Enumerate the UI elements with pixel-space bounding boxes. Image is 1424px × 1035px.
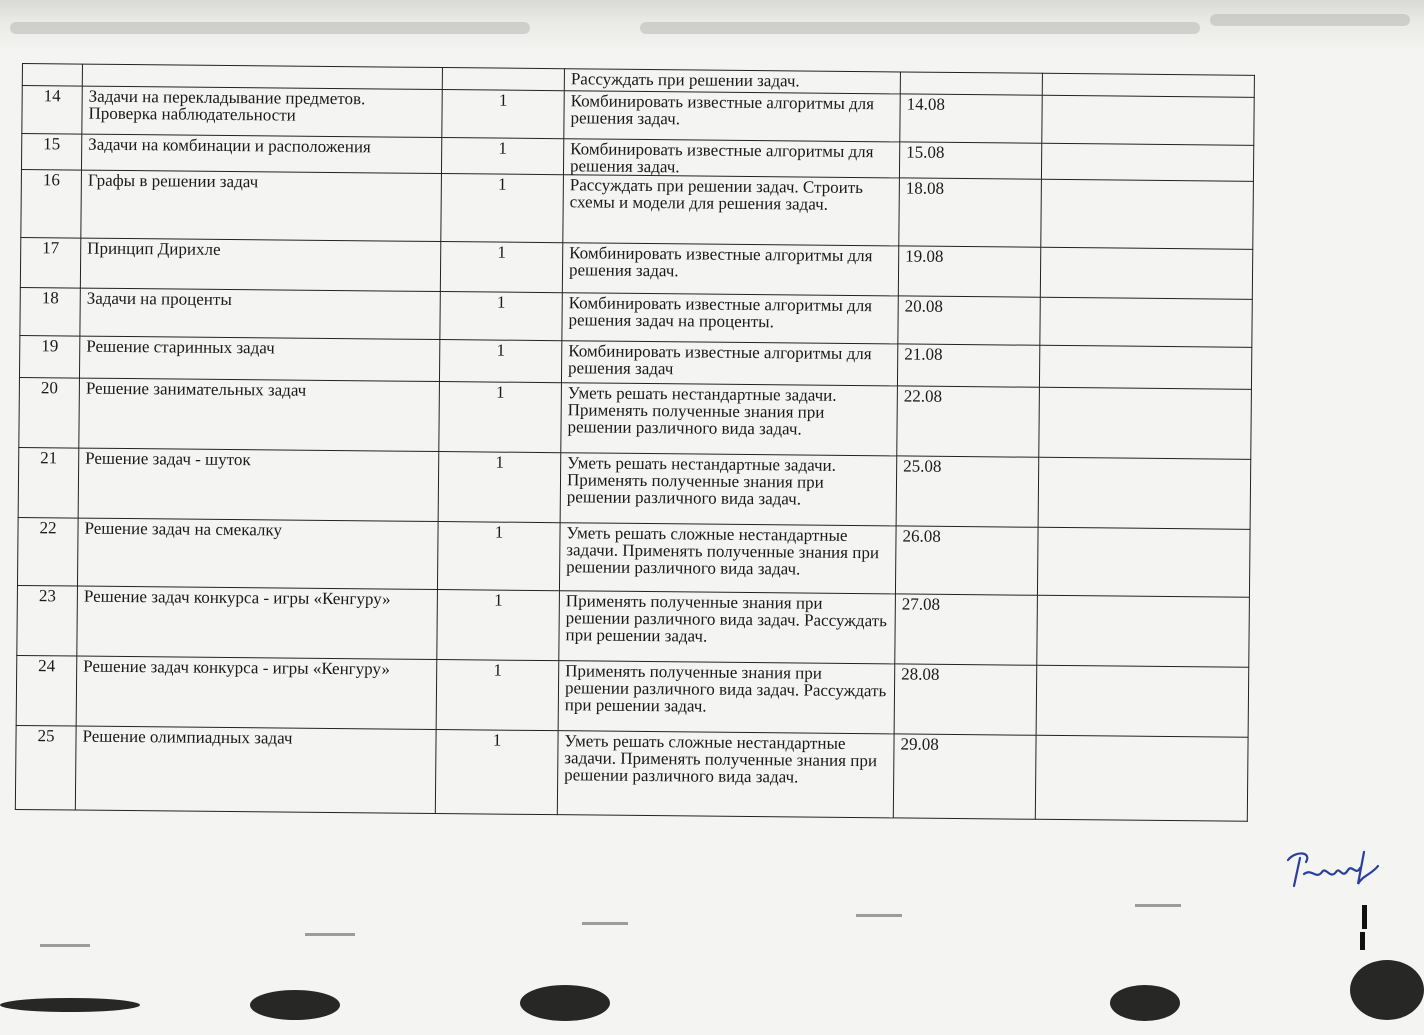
num-cell: 16: [21, 169, 82, 238]
notes-cell: [1038, 457, 1251, 529]
table-row: [17, 517, 1250, 597]
hours-cell: 1: [437, 590, 560, 661]
topic-cell: Решение задач конкурса - игры «Кенгуру»: [77, 586, 438, 659]
notes-cell: [1042, 95, 1254, 145]
topic-cell: Решение задач на смекалку: [77, 518, 438, 589]
num-cell: 19: [19, 335, 79, 378]
hours-cell: 1: [436, 660, 559, 731]
activity-cell: Применять полученные знания при решении различного вида задач. Рассуждать при решении задач.: [559, 591, 896, 664]
num-cell: 24: [16, 655, 77, 726]
hours-cell: 1: [441, 174, 564, 243]
date-cell: 20.08: [898, 296, 1040, 345]
notes-cell: [1039, 387, 1252, 459]
num-cell: 25: [15, 725, 76, 810]
num-cell: 14: [22, 86, 82, 135]
topic-cell: Решение старинных задач: [79, 336, 439, 381]
notes-cell: [1036, 665, 1249, 737]
date-cell: 14.08: [900, 94, 1042, 143]
topic-cell: Решение олимпиадных задач: [75, 726, 436, 813]
date-cell: 19.08: [898, 246, 1040, 297]
activity-cell: Рассуждать при решении задач.: [564, 69, 900, 94]
hours-cell: 1: [438, 452, 561, 523]
date-cell: 27.08: [895, 594, 1038, 665]
activity-cell: Рассуждать при решении задач. Строить схемы и модели для решения задач.: [563, 175, 900, 246]
scan-dust: [40, 944, 90, 947]
ink-blot: [0, 998, 140, 1012]
scan-dust: [582, 922, 628, 925]
activity-cell: Уметь решать нестандартные задачи. Применять полученные знания при решении различного вида задач.: [560, 453, 897, 526]
ink-blot: [520, 985, 610, 1021]
date-cell: 26.08: [895, 526, 1038, 595]
scan-smear: [10, 22, 530, 34]
hours-cell: [442, 68, 564, 91]
hours-cell: 1: [441, 138, 563, 175]
scan-mark: [1362, 905, 1367, 929]
activity-cell: Применять полученные знания при решении различного вида задач. Рассуждать при решении задач.: [558, 661, 895, 734]
activity-cell: Уметь решать сложные нестандартные задачи. Применять полученные знания при решении различного вида задач.: [559, 523, 896, 594]
num-cell: 22: [17, 517, 78, 586]
num-cell: 21: [18, 447, 79, 518]
topic-cell: Решение задач конкурса - игры «Кенгуру»: [76, 656, 437, 729]
scan-dust: [856, 914, 902, 917]
scan-dust: [305, 933, 355, 936]
scan-dust: [1135, 904, 1181, 907]
num-cell: 18: [20, 287, 80, 336]
hours-cell: 1: [442, 90, 564, 139]
notes-cell: [1042, 73, 1254, 97]
activity-cell: Комбинировать известные алгоритмы для решения задач: [561, 341, 897, 386]
table-row: [19, 377, 1252, 459]
num-cell: 20: [19, 377, 80, 448]
topic-cell: Решение занимательных задач: [79, 378, 440, 451]
notes-cell: [1039, 345, 1251, 389]
scan-top-shadow: [0, 0, 1424, 52]
topic-cell: Графы в решении задач: [81, 170, 442, 241]
notes-cell: [1040, 297, 1252, 347]
activity-cell: Комбинировать известные алгоритмы для решения задач.: [563, 139, 899, 178]
scan-mark: [1360, 932, 1365, 950]
activity-cell: Комбинировать известные алгоритмы для решения задач.: [564, 91, 900, 142]
ink-blot: [1110, 985, 1180, 1021]
topic-cell: Решение задач - шуток: [78, 448, 439, 521]
table-row: [17, 585, 1250, 667]
date-cell: 28.08: [894, 664, 1037, 735]
activity-cell: Комбинировать известные алгоритмы для решения задач.: [562, 243, 898, 296]
date-cell: 21.08: [897, 344, 1039, 387]
table-row: [16, 655, 1249, 737]
lesson-plan-table: [15, 63, 1255, 822]
date-cell: 29.08: [893, 734, 1036, 819]
ink-blot: [1350, 960, 1424, 1020]
notes-cell: [1040, 247, 1252, 299]
table-row: [18, 447, 1251, 529]
signature: [1282, 846, 1382, 896]
scan-smear: [1210, 14, 1410, 26]
topic-cell: Задачи на проценты: [80, 288, 440, 339]
hours-cell: 1: [437, 522, 560, 591]
activity-cell: Уметь решать сложные нестандартные задачи. Применять полученные знания при решении различного вида задач.: [557, 731, 894, 818]
date-cell: 18.08: [899, 178, 1042, 247]
date-cell: 15.08: [899, 142, 1041, 179]
hours-cell: 1: [439, 340, 561, 383]
activity-cell: Комбинировать известные алгоритмы для решения задач на проценты.: [562, 293, 898, 344]
hours-cell: 1: [440, 242, 562, 293]
date-cell: [900, 72, 1042, 95]
table-row: [15, 725, 1248, 821]
table-row: [21, 169, 1254, 249]
topic-cell: Принцип Дирихле: [80, 238, 440, 291]
num-cell: 15: [21, 134, 81, 171]
notes-cell: [1035, 735, 1248, 821]
hours-cell: 1: [440, 292, 562, 341]
num-cell: [22, 64, 82, 87]
notes-cell: [1037, 595, 1250, 667]
ink-blot: [250, 990, 340, 1020]
topic-cell: Задачи на перекладывание предметов. Проверка наблюдательности: [82, 86, 442, 137]
notes-cell: [1037, 527, 1250, 597]
hours-cell: 1: [439, 382, 562, 453]
num-cell: 23: [17, 585, 78, 656]
scan-smear: [640, 22, 1200, 34]
notes-cell: [1041, 143, 1253, 181]
notes-cell: [1041, 179, 1254, 249]
num-cell: 17: [20, 237, 80, 288]
hours-cell: 1: [435, 730, 558, 815]
topic-cell: Задачи на комбинации и расположения: [81, 134, 441, 173]
date-cell: 25.08: [896, 456, 1039, 527]
date-cell: 22.08: [897, 386, 1040, 457]
activity-cell: Уметь решать нестандартные задачи. Применять полученные знания при решении различного вида задач.: [561, 383, 898, 456]
